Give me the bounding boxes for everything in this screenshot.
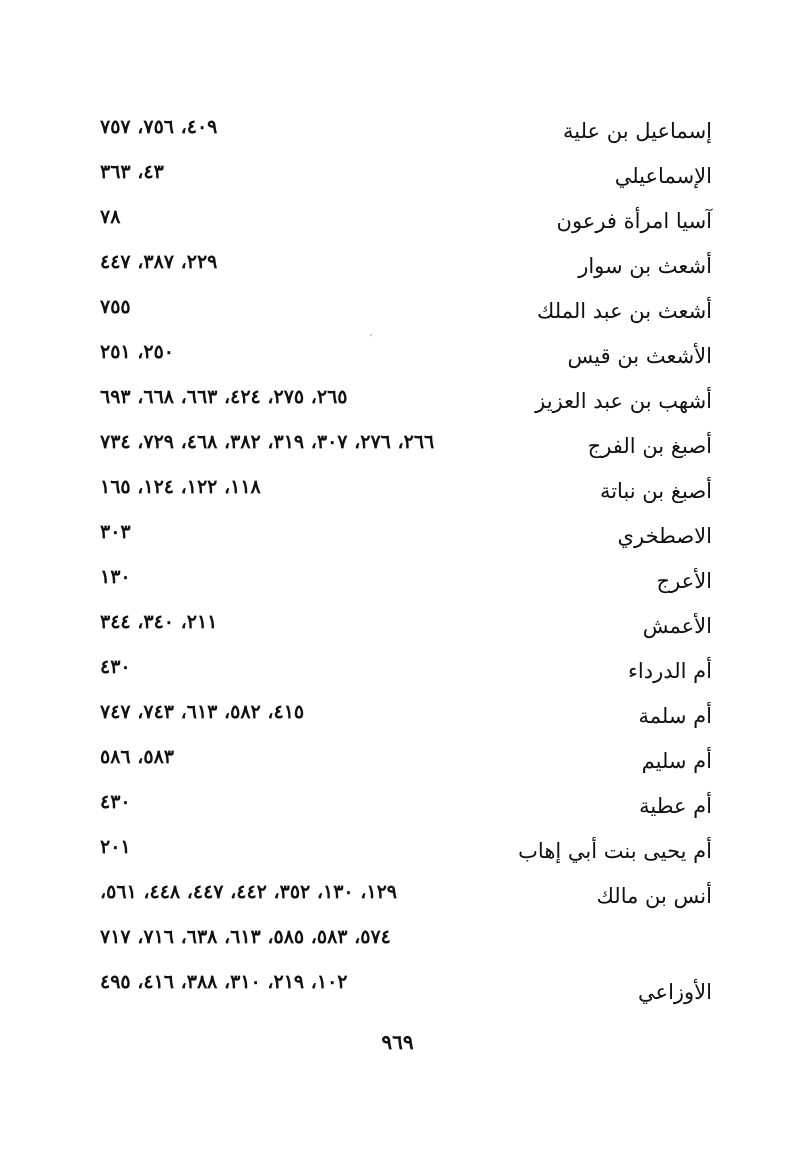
index-entry-continuation xyxy=(100,916,720,961)
entry-page-refs: ٤٣، ٣٦٣ xyxy=(100,161,164,183)
index-entry xyxy=(100,781,720,826)
entry-name: أم الدرداء xyxy=(628,659,712,683)
entry-page-refs: ٥٨٣، ٥٨٦ xyxy=(100,746,174,768)
entry-page-refs: ١٢٩، ١٣٠، ٣٥٢، ٤٤٢، ٤٤٧، ٤٤٨، ٥٦١، xyxy=(100,881,398,903)
entry-name: أشعث بن عبد الملك xyxy=(537,299,712,323)
index-entry xyxy=(100,736,720,781)
entry-name: الأعرج xyxy=(656,569,712,593)
entry-name: أم يحيى بنت أبي إهاب xyxy=(518,839,712,863)
page-number: ٩٦٩ xyxy=(381,1030,414,1054)
entry-page-refs: ١٠٢، ٢١٩، ٣١٠، ٣٨٨، ٤١٦، ٤٩٥ xyxy=(100,971,348,993)
entry-page-refs: ٢٢٩، ٣٨٧، ٤٤٧ xyxy=(100,251,218,273)
index-entry xyxy=(100,826,720,871)
entry-page-refs: ٤٣٠ xyxy=(100,656,131,678)
index-entry xyxy=(100,376,720,421)
index-entry xyxy=(100,331,720,376)
index-entry xyxy=(100,871,720,916)
entry-page-refs: ٣٠٣ xyxy=(100,521,131,543)
entry-page-refs: ٧٥٥ xyxy=(100,296,131,318)
entry-page-refs: ٢٦٦، ٢٧٦، ٣٠٧، ٣١٩، ٣٨٢، ٤٦٨، ٧٢٩، ٧٣٤ xyxy=(100,431,435,453)
entry-name: أشهب بن عبد العزيز xyxy=(535,389,712,413)
entry-name: الأشعث بن قيس xyxy=(567,344,712,368)
index-entry xyxy=(100,511,720,556)
entry-name: أم عطية xyxy=(639,794,712,818)
entry-page-refs: ١١٨، ١٢٢، ١٢٤، ١٦٥ xyxy=(100,476,261,498)
index-entry xyxy=(100,961,720,1006)
entry-page-refs: ٤١٥، ٥٨٢، ٦١٣، ٧٤٣، ٧٤٧ xyxy=(100,701,305,723)
index-entry xyxy=(100,196,720,241)
index-entry xyxy=(100,646,720,691)
entry-name: أشعث بن سوار xyxy=(578,254,712,278)
index-entry xyxy=(100,421,720,466)
entry-name: أصبغ بن نباتة xyxy=(599,479,712,503)
entry-name: أم سليم xyxy=(641,749,712,773)
index-entry xyxy=(100,466,720,511)
index-entry xyxy=(100,556,720,601)
entry-name: إسماعيل بن علية xyxy=(563,119,712,143)
entry-page-refs: ٤٣٠ xyxy=(100,791,131,813)
entry-page-refs: ١٣٠ xyxy=(100,566,131,588)
name-index-list xyxy=(100,106,720,1006)
entry-name: الأعمش xyxy=(642,614,712,638)
entry-page-refs: ٢١١، ٣٤٠، ٣٤٤ xyxy=(100,611,218,633)
index-entry xyxy=(100,151,720,196)
index-entry xyxy=(100,286,720,331)
entry-name: أم سلمة xyxy=(638,704,712,728)
entry-page-refs: ٢٦٥، ٢٧٥، ٤٢٤، ٦٦٣، ٦٦٨، ٦٩٣ xyxy=(100,386,348,408)
entry-page-refs: ٢٥٠، ٢٥١ xyxy=(100,341,174,363)
entry-name: الاصطخري xyxy=(617,524,712,548)
index-entry xyxy=(100,691,720,736)
entry-name: الأوزاعي xyxy=(638,980,712,1004)
entry-page-refs: ٢٠١ xyxy=(100,836,131,858)
entry-name: أصبغ بن الفرج xyxy=(587,434,712,458)
ink-speck: ′ xyxy=(370,334,373,345)
entry-name: أنس بن مالك xyxy=(596,884,712,908)
index-entry xyxy=(100,601,720,646)
index-entry xyxy=(100,241,720,286)
entry-name: الإسماعيلي xyxy=(614,164,712,188)
index-entry xyxy=(100,106,720,151)
entry-page-refs: ٥٧٤، ٥٨٣، ٥٨٥، ٦١٣، ٦٣٨، ٧١٦، ٧١٧ xyxy=(100,926,391,948)
entry-name: آسيا امرأة فرعون xyxy=(556,209,712,233)
entry-page-refs: ٤٠٩، ٧٥٦، ٧٥٧ xyxy=(100,116,218,138)
entry-page-refs: ٧٨ xyxy=(100,206,121,228)
